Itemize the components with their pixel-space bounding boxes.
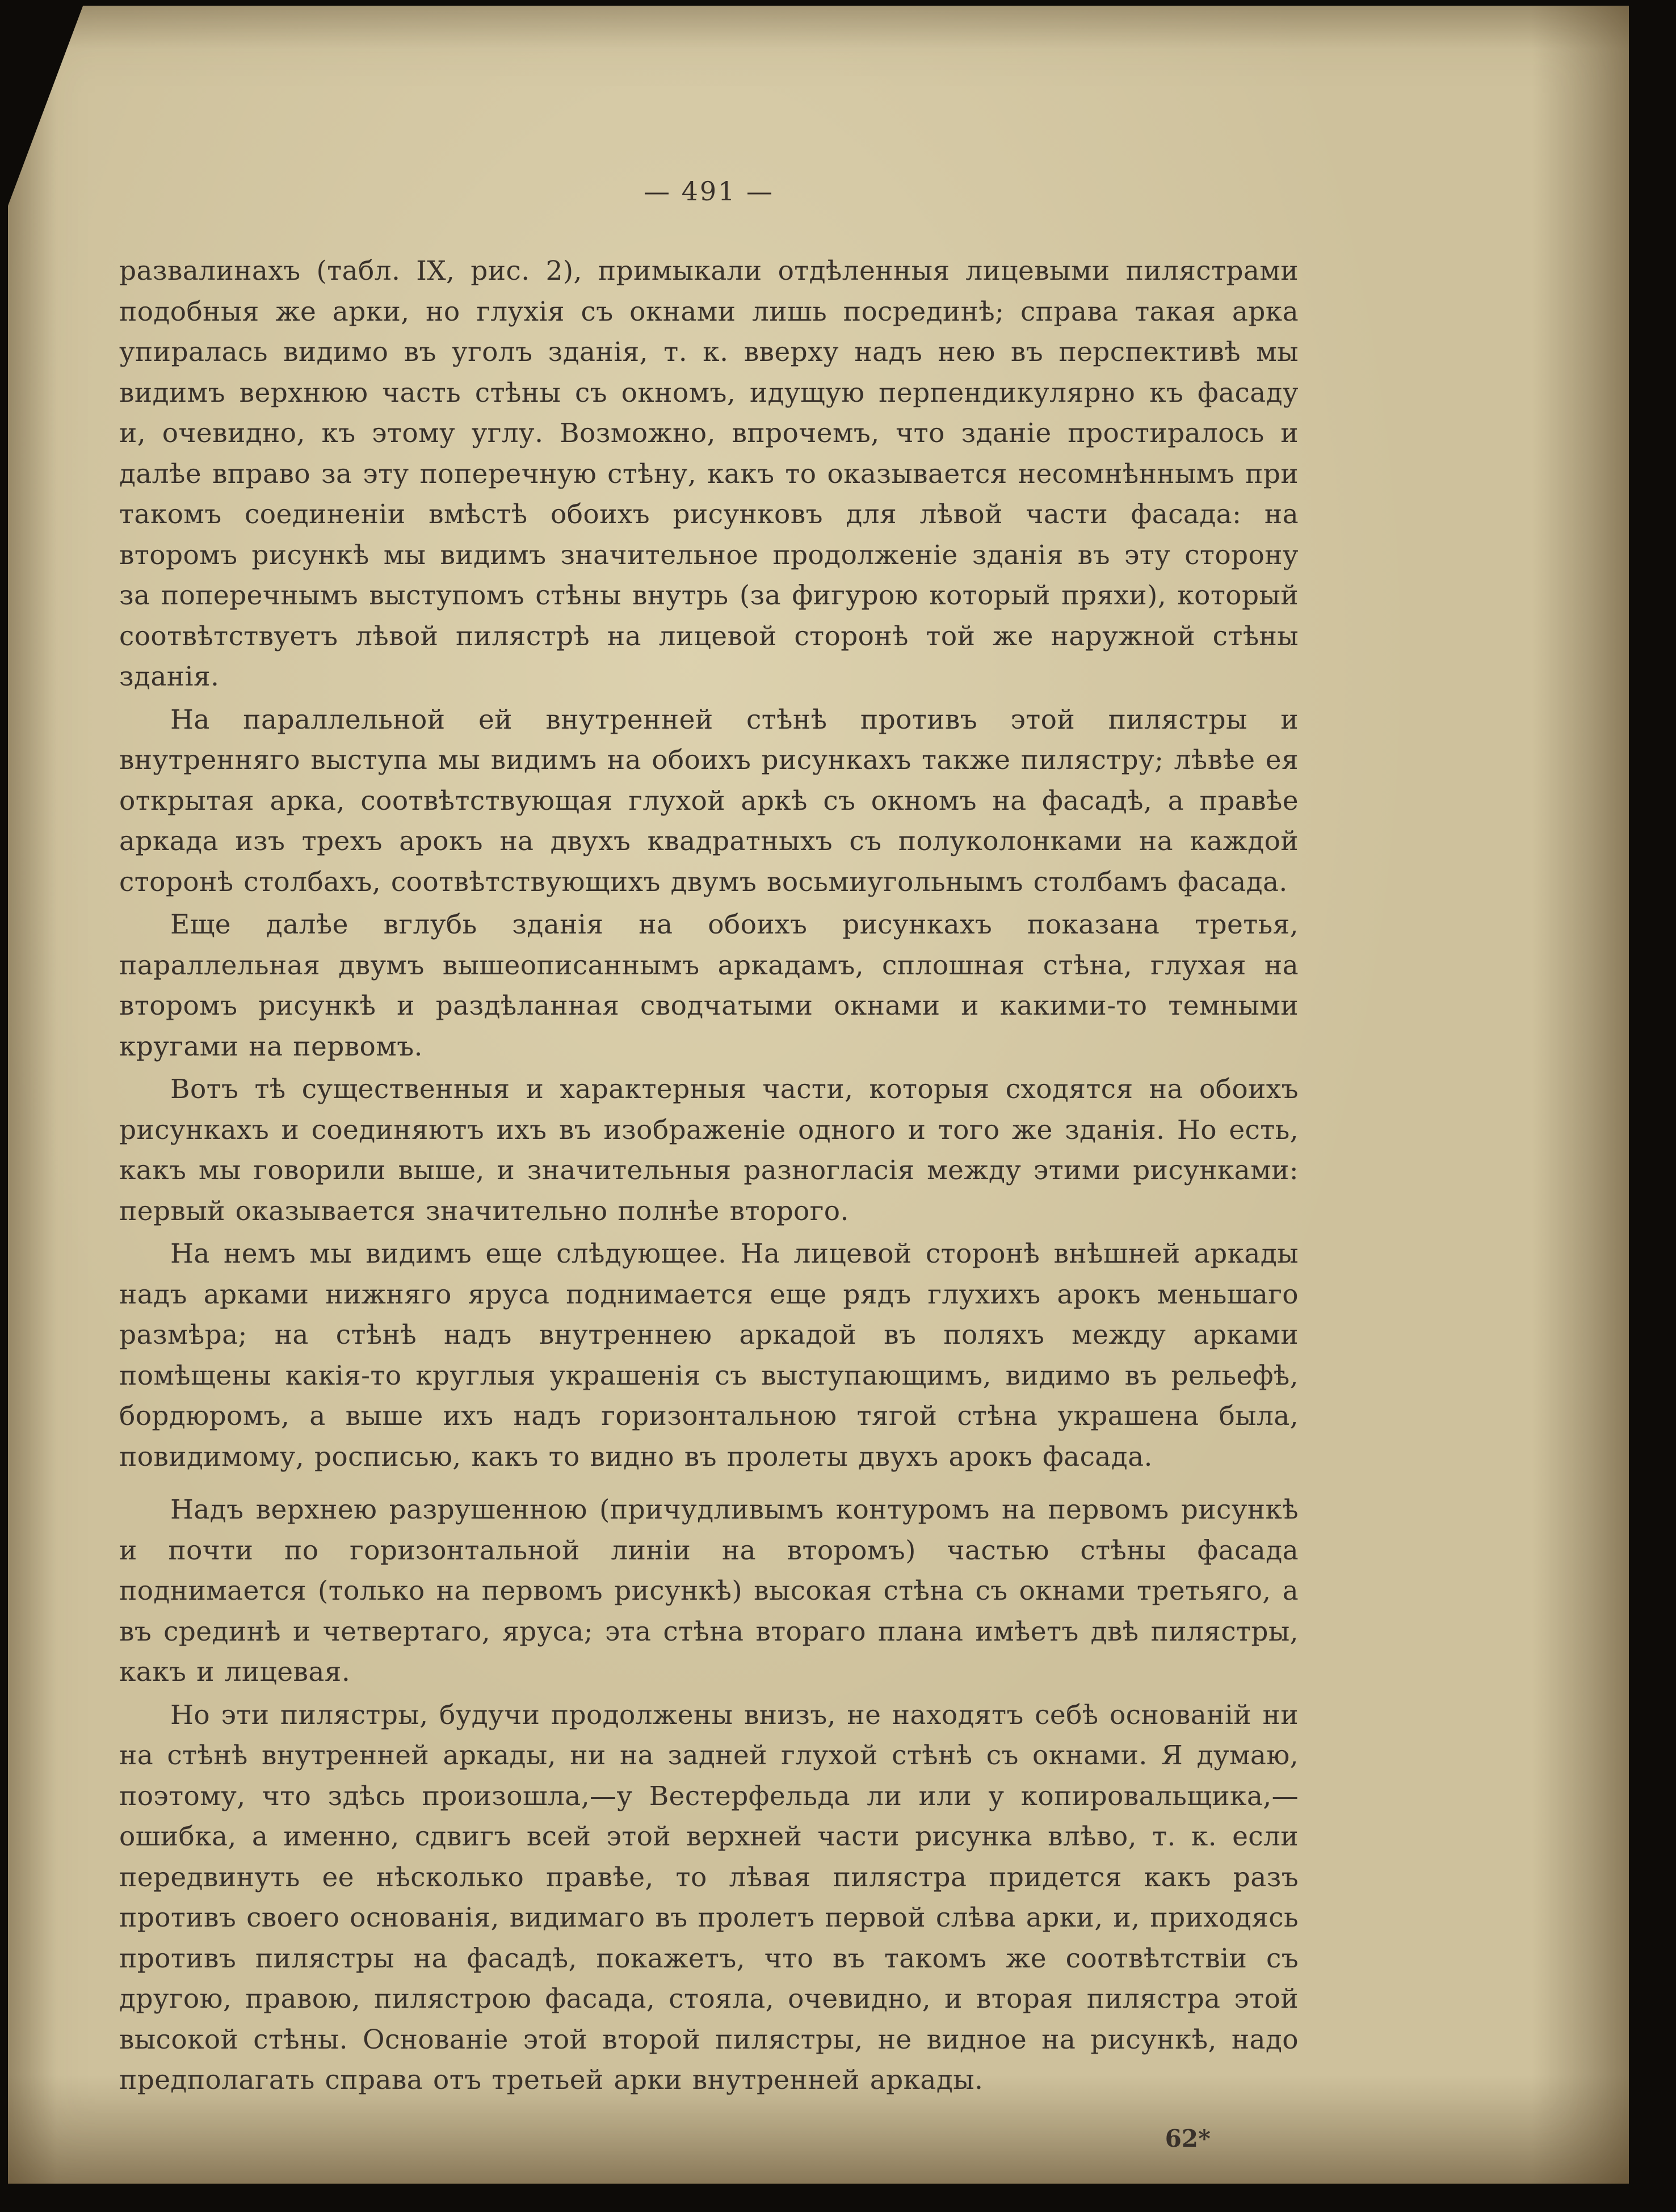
- paragraph: Еще далѣе вглубь зданія на обоихъ рисункахъ показана третья, параллельная двумъ вышеописаннымъ аркадамъ, сплошная стѣна, глухая на второмъ рисункѣ и раздѣланная сводчатыми окнами и какими-то темными кругами на первомъ.: [119, 909, 1299, 1062]
- paragraph: Вотъ тѣ существенныя и характерныя части, которыя сходятся на обоихъ рисункахъ и соединяютъ ихъ въ изображеніе одного и того же зданія. Но есть, какъ мы говорили выше, и значительныя разногласія между этими рисунками: первый оказывается значительно полнѣе второго.: [119, 1074, 1299, 1227]
- paragraph: Но эти пилястры, будучи продолжены внизъ, не находятъ себѣ основаній ни на стѣнѣ внутренней аркады, ни на задней глухой стѣнѣ съ окнами. Я думаю, поэтому, что здѣсь произошла,—у Вестерфельда ли или у копировальщика,—ошибка, а именно, сдвигъ всей этой верхней части рисунка влѣво, т. к. если передвинуть ее нѣсколько правѣе, то лѣвая пилястра придется какъ разъ противъ своего основанія, видимаго въ пролетъ первой слѣва арки, и, приходясь противъ пилястры на фасадѣ, покажетъ, что въ такомъ же соотвѣтствіи съ другою, правою, пилястрою фасада, стояла, очевидно, и вторая пилястра этой высокой стѣны. Основаніе этой второй пилястры, не видное на рисункѣ, надо предполагать справа отъ третьей арки внутренней аркады.: [119, 1699, 1299, 2096]
- paragraph: На параллельной ей внутренней стѣнѣ противъ этой пилястры и внутренняго выступа мы видимъ на обоихъ рисункахъ также пилястру; лѣвѣе ея открытая арка, соотвѣтствующая глухой аркѣ съ окномъ на фасадѣ, а правѣе аркада изъ трехъ арокъ на двухъ квадратныхъ съ полуколонками на каждой сторонѣ столбахъ, соотвѣтствующихъ двумъ восьмиугольнымъ столбамъ фасада.: [119, 704, 1299, 898]
- signature-mark: 62*: [1165, 2124, 1211, 2152]
- paragraph: Надъ верхнею разрушенною (причудливымъ контуромъ на первомъ рисункѣ и почти по горизонтальной линіи на второмъ) частью стѣны фасада поднимается (только на первомъ рисункѣ) высокая стѣна съ окнами третьяго, а въ срединѣ и четвертаго, яруса; эта стѣна втораго плана имѣетъ двѣ пилястры, какъ и лицевая.: [119, 1494, 1299, 1688]
- paragraph: На немъ мы видимъ еще слѣдующее. На лицевой сторонѣ внѣшней аркады надъ арками нижняго яруса поднимается еще рядъ глухихъ арокъ меньшаго размѣра; на стѣнѣ надъ внутреннею аркадой въ поляхъ между арками помѣщены какія-то круглыя украшенія съ выступающимъ, видимо въ рельефѣ, бордюромъ, а выше ихъ надъ горизонтальною тягой стѣна украшена была, повидимому, росписью, какъ то видно въ пролеты двухъ арокъ фасада.: [119, 1238, 1299, 1473]
- book-page: [8, 6, 1629, 2184]
- text-block: [119, 176, 1299, 2152]
- page-number: — 491 —: [643, 176, 775, 207]
- paragraph-continuation: развалинахъ (табл. IX, рис. 2), примыкали отдѣленныя лицевыми пилястрами подобныя же арки, но глухія съ окнами лишь посрединѣ; справа такая арка упиралась видимо въ уголъ зданія, т. к. вверху надъ нею въ перспективѣ мы видимъ верхнюю часть стѣны съ окномъ, идущую перпендикулярно къ фасаду и, очевидно, къ этому углу. Возможно, впрочемъ, что зданіе простиралось и далѣе вправо за эту поперечную стѣну, какъ то оказывается несомнѣннымъ при такомъ соединеніи вмѣстѣ обоихъ рисунковъ для лѣвой части фасада: на второмъ рисункѣ мы видимъ значительное продолженіе зданія въ эту сторону за поперечнымъ выступомъ стѣны внутрь (за фигурою который пряхи), который соотвѣтствуетъ лѣвой пилястрѣ на лицевой сторонѣ той же наружной стѣны зданія.: [119, 255, 1299, 692]
